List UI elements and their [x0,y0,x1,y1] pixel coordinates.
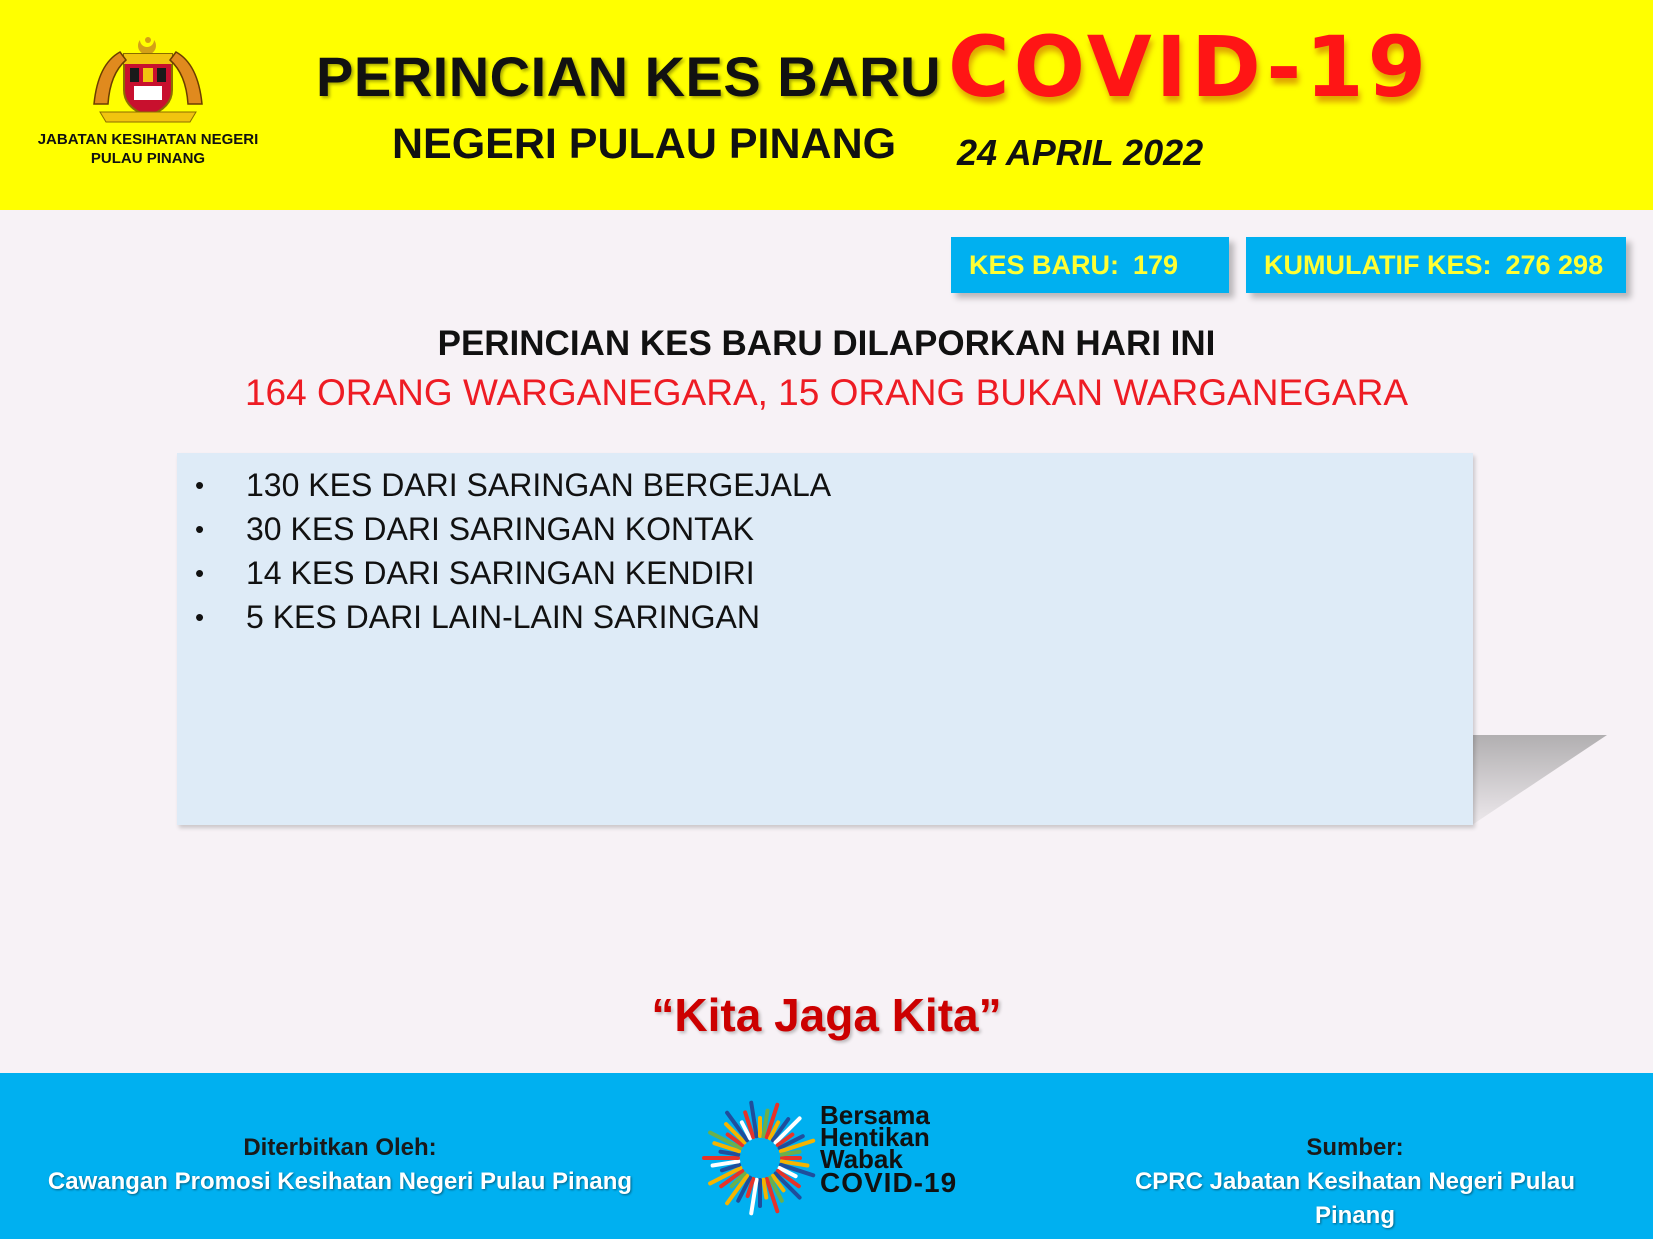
list-item [177,463,1473,507]
page-title: PERINCIAN KES BARU [316,45,942,108]
bullet-icon: • [195,514,205,544]
campaign-line-1: Bersama [820,1100,930,1130]
campaign-line-2: Hentikan [820,1122,930,1152]
bullet-icon: • [195,602,205,632]
citizenship-breakdown: 164 ORANG WARGANEGARA, 15 ORANG BUKAN WARGANEGARA [244,372,1408,413]
new-cases-label: KES BARU: [969,249,1120,280]
publisher-name: Cawangan Promosi Kesihatan Negeri Pulau Pinang [47,1168,633,1195]
department-line-2: PULAU PINANG [90,150,206,167]
publisher-label: Diterbitkan Oleh: [243,1134,437,1161]
source-name: CPRC Jabatan Kesihatan Negeri Pulau Pinang [1134,1168,1576,1229]
cumulative-cases-label: KUMULATIF KES: [1264,249,1492,280]
slogan: “Kita Jaga Kita” [651,989,1002,1041]
department-line-1: JABATAN KESIHATAN NEGERI [37,131,259,148]
publisher-block [40,1131,640,1199]
source-label: Sumber: [1306,1134,1404,1161]
burst-logo-icon [702,1100,818,1216]
list-item-text: 14 KES DARI SARINGAN KENDIRI [246,555,755,591]
list-item-text: 30 KES DARI SARINGAN KONTAK [246,511,754,547]
screening-list [177,453,1473,639]
cumulative-cases-badge [1246,237,1626,293]
list-item-text: 130 KES DARI SARINGAN BERGEJALA [246,467,832,503]
source-block [1095,1131,1615,1233]
new-cases-value: 179 [1133,249,1179,280]
department-name [18,130,278,168]
list-item [177,551,1473,595]
screening-breakdown-panel [177,453,1473,825]
header-banner [0,0,1653,210]
list-item [177,507,1473,551]
panel-shadow [1472,735,1607,825]
report-date: 24 APRIL 2022 [957,132,1204,173]
details-heading: PERINCIAN KES BARU DILAPORKAN HARI INI [437,324,1216,363]
new-cases-badge [951,237,1229,293]
state-subtitle: NEGERI PULAU PINANG [392,120,897,168]
coat-of-arms-icon [86,34,210,126]
campaign-line-3: Wabak [820,1144,903,1174]
covid-title: COVID-19 [948,18,1431,116]
campaign-line-4: COVID-19 [820,1167,958,1198]
footer-bar [0,1073,1653,1239]
bullet-icon: • [195,470,205,500]
cumulative-cases-value: 276 298 [1505,249,1604,280]
bullet-icon: • [195,558,205,588]
list-item [177,595,1473,639]
list-item-text: 5 KES DARI LAIN-LAIN SARINGAN [246,599,760,635]
campaign-text [820,1100,958,1198]
